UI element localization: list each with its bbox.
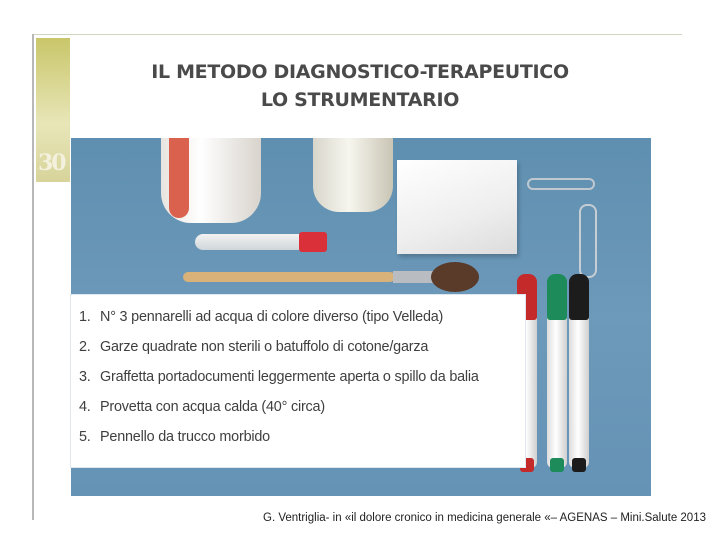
safety-pin bbox=[527, 178, 595, 190]
slide-top-rule bbox=[34, 34, 682, 35]
list-text: Pennello da trucco morbido bbox=[100, 429, 270, 445]
list-text: Graffetta portadocumenti leggermente aperta o spillo da balia bbox=[100, 369, 479, 385]
spray-can-red bbox=[161, 138, 261, 223]
title-line-1: IL METODO DIAGNOSTICO-TERAPEUTICO bbox=[151, 61, 569, 83]
slide-title bbox=[140, 58, 580, 114]
title-line-2: LO STRUMENTARIO bbox=[260, 89, 460, 111]
list-text: Provetta con acqua calda (40° circa) bbox=[100, 399, 325, 415]
list-item bbox=[79, 339, 525, 369]
marker-green bbox=[547, 278, 567, 468]
list-number: 1. bbox=[79, 309, 91, 325]
makeup-brush bbox=[183, 272, 395, 282]
slide-footer-citation: G. Ventriglia- in «il dolore cronico in medicina generale «– AGENAS – Mini.Salute 2013 bbox=[263, 512, 706, 524]
spray-can-beige bbox=[313, 138, 393, 212]
list-number: 3. bbox=[79, 369, 91, 385]
gauze-pads bbox=[397, 160, 517, 254]
list-item bbox=[79, 309, 525, 339]
list-number: 4. bbox=[79, 399, 91, 415]
list-number: 2. bbox=[79, 339, 91, 355]
anniversary-logo bbox=[36, 38, 70, 182]
paper-clip bbox=[579, 204, 597, 278]
slide-left-rule bbox=[32, 34, 34, 520]
logo-number: 30 bbox=[38, 150, 65, 176]
list-item bbox=[79, 429, 525, 459]
list-text: N° 3 pennarelli ad acqua di colore diverso (tipo Velleda) bbox=[100, 309, 444, 325]
list-number: 5. bbox=[79, 429, 91, 445]
list-item bbox=[79, 399, 525, 429]
list-item bbox=[79, 369, 525, 399]
test-tube bbox=[195, 234, 327, 250]
list-text: Garze quadrate non sterili o batuffolo di cotone/garza bbox=[100, 339, 429, 355]
instrument-list bbox=[70, 294, 526, 468]
marker-black bbox=[569, 278, 589, 468]
